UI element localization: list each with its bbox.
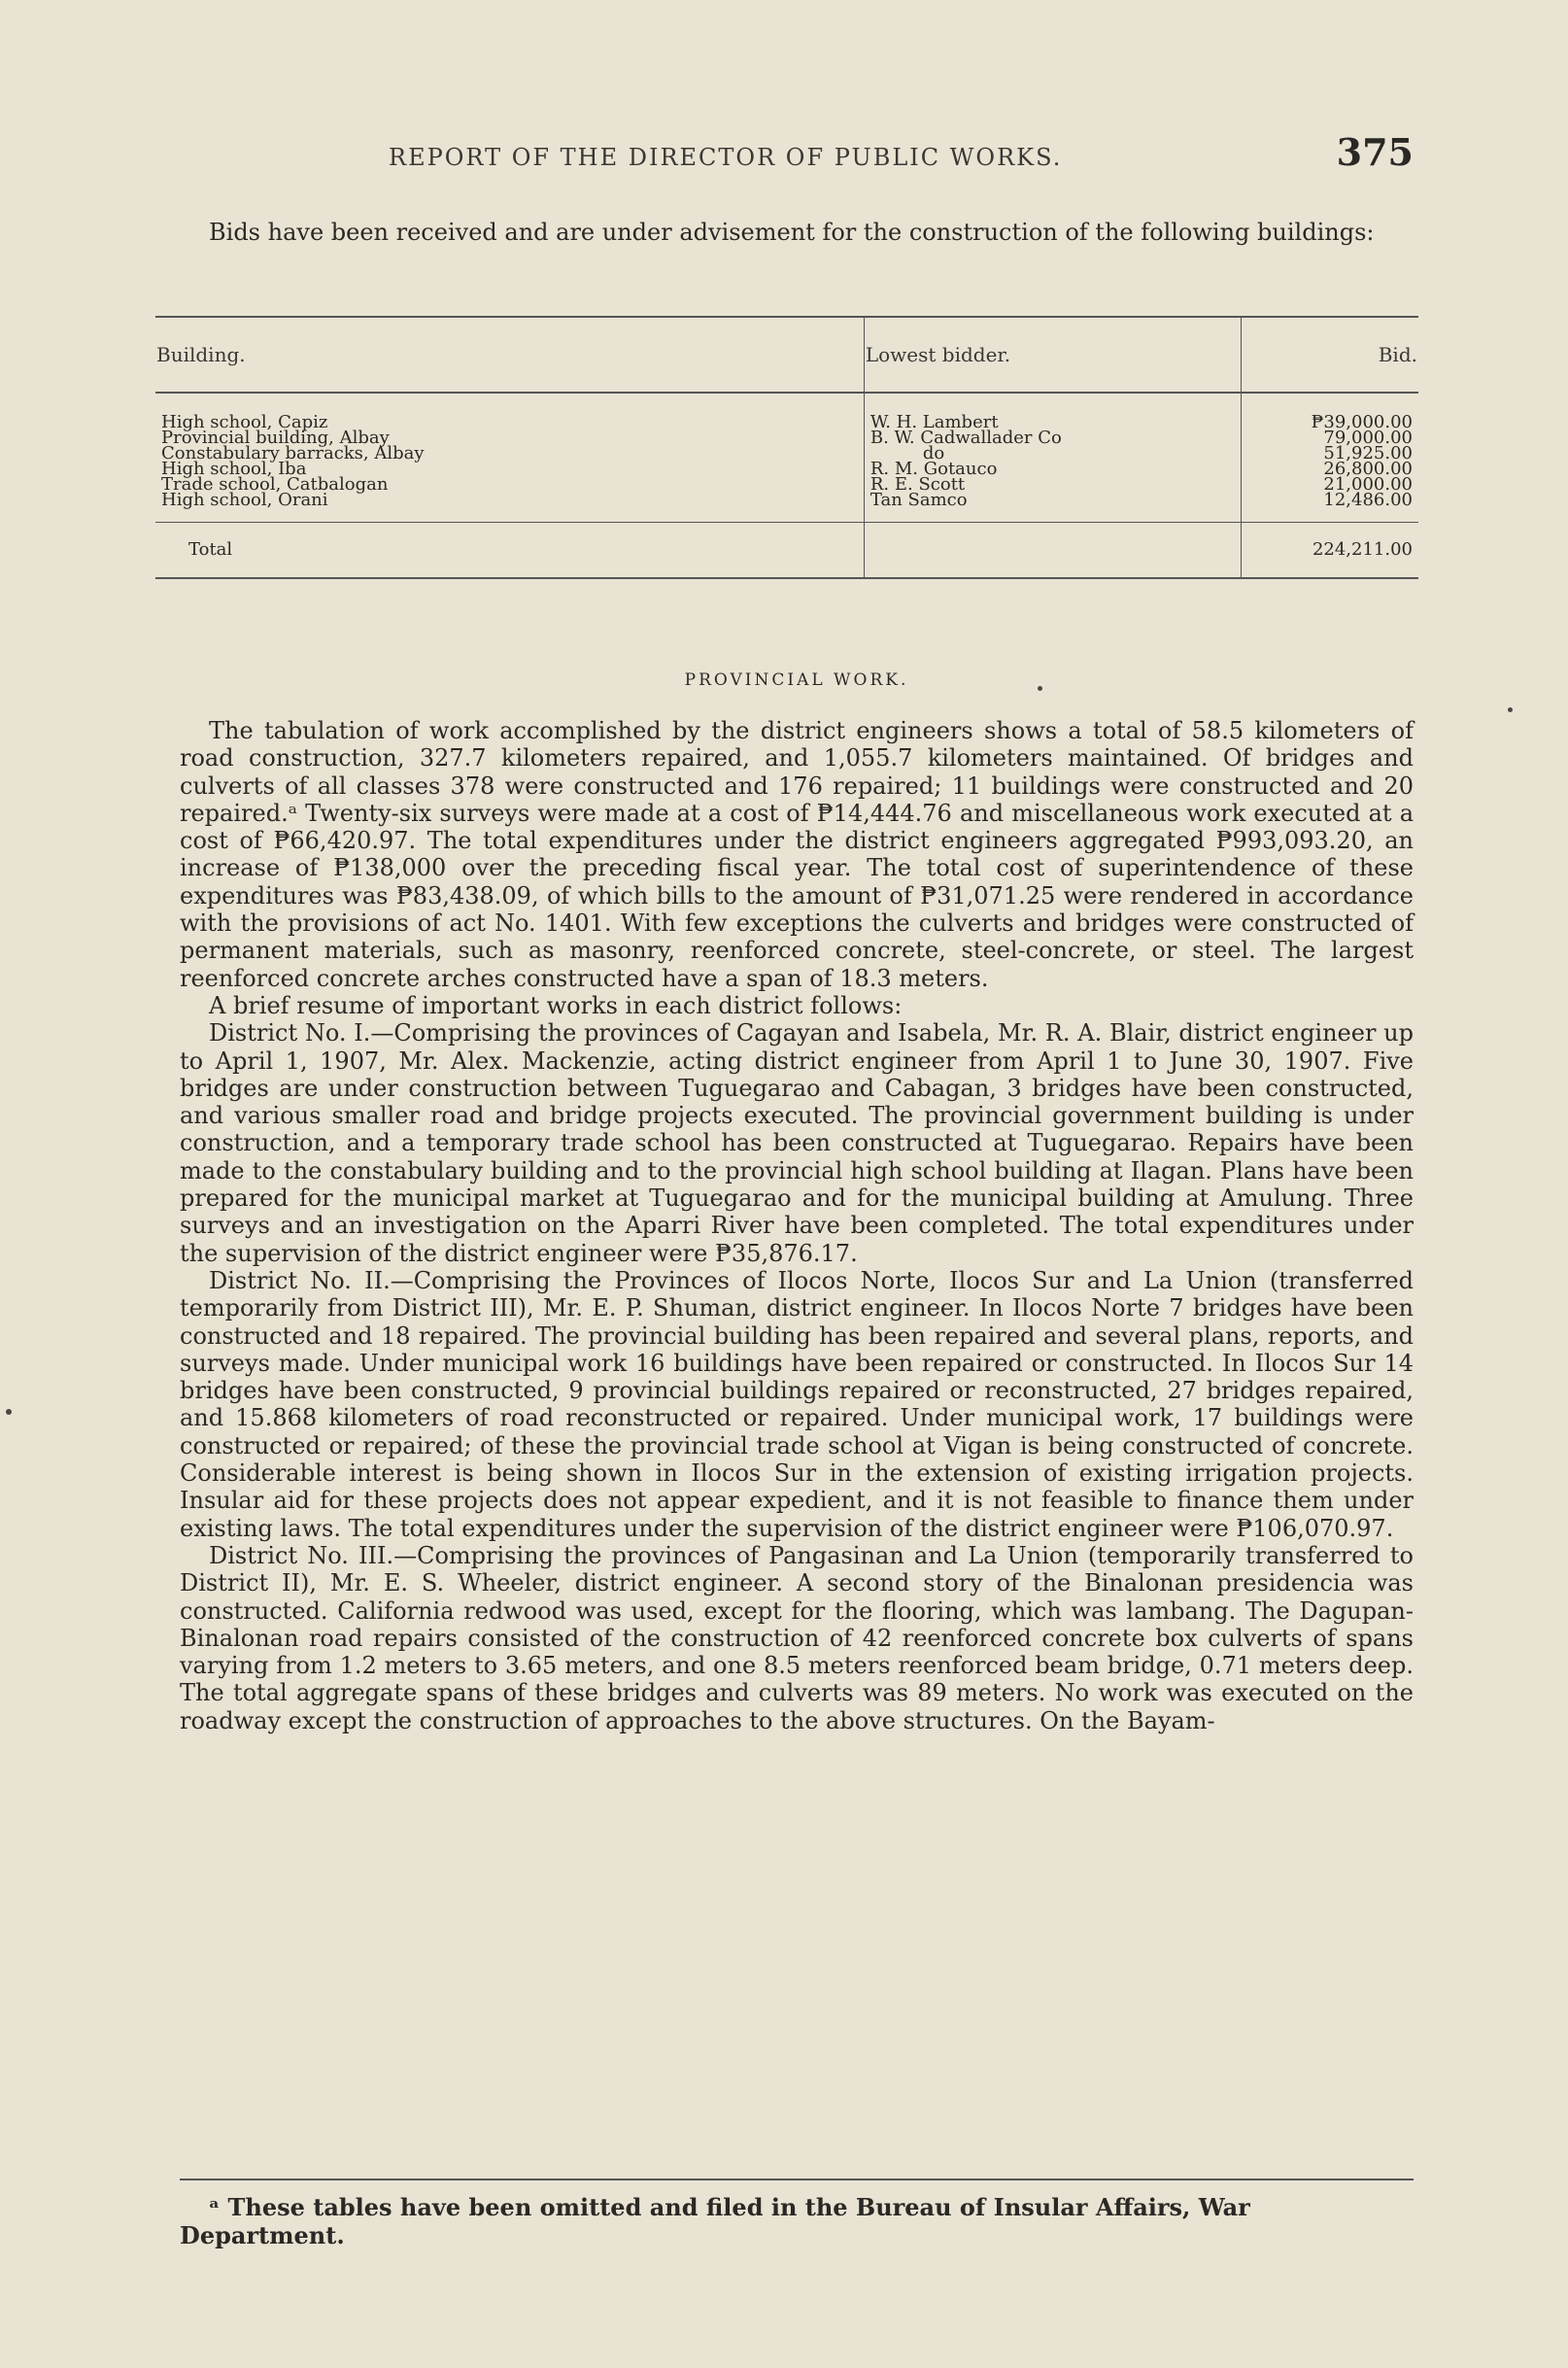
section-title: PROVINCIAL WORK. [684,670,909,690]
bid-cell: 51,925.00 [1242,446,1418,462]
bid-cell: 21,000.00 [1242,477,1418,493]
bid-cell: 26,800.00 [1242,462,1418,477]
table-row [155,493,1418,523]
bid-cell: ₱39,000.00 [1242,393,1418,430]
intro-paragraph: Bids have been received and are under advisement for the construction of the following buildings: [209,219,1375,246]
bids-table [155,316,1418,579]
paragraph-district-1: District No. I.—Comprising the provinces of Cagayan and Isabela, Mr. R. A. Blair, district engineer up to April 1, 1907, Mr. Alex. Mackenzie, acting district engineer from April 1 to June 30, 1907. Five bridges are under construction between Tuguegarao and Cabagan, 3 bridges have been constructed, and various smaller road and bridge projects executed. The provincial government building is under construction, and a temporary trade school has been constructed at Tuguegarao. Repairs have been made to the constabulary building and to the provincial high school building at Ilagan. Plans have been prepared for the municipal market at Tuguegarao and for the municipal building at Amulung. Three surveys and an investigation on the Aparri River have been completed. The total expenditures under the supervision of the district engineer were ₱35,876.17. [180,1019,1414,1267]
bidder-cell: B. W. Cadwallader Co [864,430,1242,446]
header-lowest-bidder: Lowest bidder. [864,317,1242,393]
page-header [180,130,1414,194]
paragraph-district-3: District No. III.—Comprising the provinces of Pangasinan and La Union (temporarily transferred to District II), Mr. E. S. Wheeler, district engineer. A second story of the Binalonan presidencia was constructed. California redwood was used, except for the flooring, which was lambang. The Dagupan-Binalonan road repairs consisted of the construction of 42 reenforced concrete box culverts of spans varying from 1.2 meters to 3.65 meters, and one 8.5 meters reenforced beam bridge, 0.71 meters deep. The total aggregate spans of these bridges and culverts was 89 meters. No work was executed on the roadway except the construction of approaches to the above structures. On the Bayam- [180,1541,1414,1734]
building-cell: Trade school, Catbalogan [161,474,389,495]
page-number: 375 [1336,130,1414,174]
footnote-rule [180,2179,1414,2180]
total-empty-cell [864,523,1242,579]
total-row [155,523,1418,579]
header-bid: Bid. [1242,317,1418,393]
body-text [180,717,1414,1734]
margin-speck [1038,686,1042,691]
total-label: Total [155,523,864,579]
bidder-cell: do [864,446,1242,462]
margin-speck [1508,707,1513,712]
footnote: ᵃ These tables have been omitted and filed in the Bureau of Insular Affairs, War Department. [180,2193,1250,2249]
table-header-row [155,317,1418,393]
bid-cell: 12,486.00 [1242,493,1418,523]
table-row [155,393,1418,430]
bidder-cell: R. E. Scott [864,477,1242,493]
building-cell: High school, Capiz [161,412,328,432]
building-cell: Constabulary barracks, Albay [161,443,425,463]
table-row [155,477,1418,493]
bidder-cell: W. H. Lambert [864,393,1242,430]
building-cell: High school, Iba [161,459,307,479]
bidder-cell: R. M. Gotauco [864,462,1242,477]
bid-cell: 79,000.00 [1242,430,1418,446]
margin-speck [6,1409,12,1415]
header-building: Building. [155,317,864,393]
total-value: 224,211.00 [1242,523,1418,579]
paragraph-district-2: District No. II.—Comprising the Provinces of Ilocos Norte, Ilocos Sur and La Union (transferred temporarily from District III), Mr. E. P. Shuman, district engineer. In Ilocos Norte 7 bridges have been constructed and 18 repaired. The provincial building has been repaired and several plans, reports, and surveys made. Under municipal work 16 buildings have been repaired or constructed. In Ilocos Sur 14 bridges have been constructed, 9 provincial buildings repaired or reconstructed, 27 bridges repaired, and 15.868 kilometers of road reconstructed or repaired. Under municipal work, 17 buildings were constructed or repaired; of these the provincial trade school at Vigan is being constructed of concrete. Considerable interest is being shown in Ilocos Sur in the extension of existing irrigation projects. Insular aid for these projects does not appear expedient, and it is not feasible to finance them under existing laws. The total expenditures under the supervision of the district engineer were ₱106,070.97. [180,1266,1414,1542]
bidder-cell: Tan Samco [864,493,1242,523]
building-cell: Provincial building, Albay [161,428,390,448]
building-cell: High school, Orani [161,490,328,510]
running-head: REPORT OF THE DIRECTOR OF PUBLIC WORKS. [389,144,1063,171]
paragraph-resume: A brief resume of important works in each district follows: [209,991,903,1019]
table-row [155,446,1418,462]
paragraph-summary: The tabulation of work accomplished by the district engineers shows a total of 58.5 kilometers of road construction, 327.7 kilometers repaired, and 1,055.7 kilometers maintained. Of bridges and culverts of all classes 378 were constructed and 176 repaired; 11 buildings were constructed and 20 repaired.ᵃ Twenty-six surveys were made at a cost of ₱14,444.76 and miscellaneous work executed at a cost of ₱66,420.97. The total expenditures under the district engineers aggregated ₱993,093.20, an increase of ₱138,000 over the preceding fiscal year. The total cost of superintendence of these expenditures was ₱83,438.09, of which bills to the amount of ₱31,071.25 were rendered in accordance with the provisions of act No. 1401. With few exceptions the culverts and bridges were constructed of permanent materials, such as masonry, reenforced concrete, steel-concrete, or steel. The largest reenforced concrete arches constructed have a span of 18.3 meters. [180,717,1414,992]
